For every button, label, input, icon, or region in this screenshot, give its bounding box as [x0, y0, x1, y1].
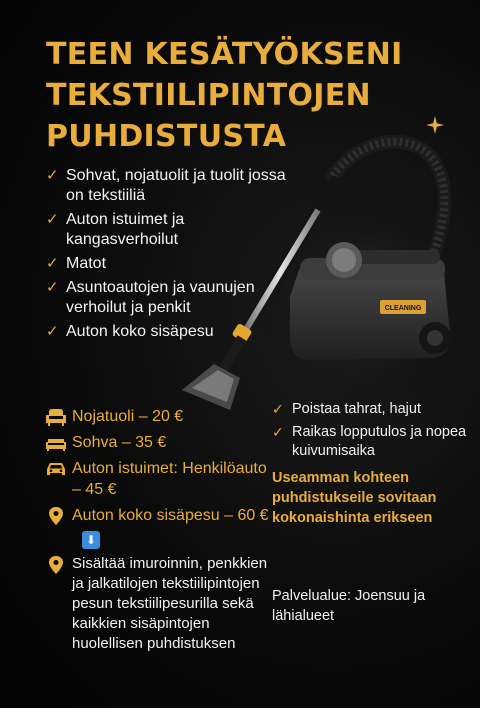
price-label: Auton koko sisäpesu – 60 €: [72, 507, 269, 524]
price-item: [46, 406, 276, 427]
list-item: [46, 278, 286, 318]
benefit-label: Raikas lopputulos ja nopea kuivumisaika: [292, 424, 467, 459]
armchair-icon: [46, 408, 66, 426]
list-item: [272, 423, 472, 461]
check-icon: ✓: [272, 424, 284, 440]
title-line: TEKSTIILIPINTOJEN: [46, 78, 371, 113]
down-arrow-emoji-icon: ⬇: [82, 531, 100, 549]
list-item: [46, 166, 286, 206]
check-icon: ✓: [46, 211, 59, 228]
check-icon: ✓: [46, 255, 59, 272]
check-icon: ✓: [272, 401, 284, 417]
sofa-icon: [46, 434, 66, 452]
service-label: Auton istuimet ja kangasverhoilut: [66, 211, 185, 248]
service-checklist: [46, 166, 286, 346]
check-icon: ✓: [46, 323, 59, 340]
combo-price-note: Useamman kohteen puhdistukseile sovitaan kokonaishinta erikseen: [272, 470, 437, 526]
list-item: [46, 210, 286, 250]
benefit-list: [272, 400, 472, 465]
service-label: Asuntoautojen ja vaunujen verhoilut ja penkit: [66, 279, 255, 316]
price-label: Auton istuimet: Henkilöauto – 45 €: [72, 460, 267, 498]
price-label: Sohva – 35 €: [72, 434, 167, 451]
price-item: [46, 505, 276, 549]
location-pin-icon: [46, 507, 66, 525]
includes-text: Sisältää imuroinnin, penkkien ja jalkatilojen tekstiilipintojen pesun tekstiilipesurilla sekä kaikkien sisäpintojen huolellisen puhdistuksen: [72, 555, 268, 652]
price-label: Nojatuoli – 20 €: [72, 408, 184, 425]
check-icon: ✓: [46, 167, 59, 184]
includes-note: [46, 554, 276, 654]
check-icon: ✓: [46, 279, 59, 296]
list-item: [272, 400, 472, 419]
service-area: Palvelualue: Joensuu ja lähialueet: [272, 588, 426, 624]
service-label: Auton koko sisäpesu: [66, 323, 214, 340]
service-label: Matot: [66, 255, 107, 272]
price-list: [46, 406, 276, 659]
title-line: PUHDISTUSTA: [46, 119, 287, 154]
device-brand-label: CLEANING: [384, 305, 422, 312]
benefit-label: Poistaa tahrat, hajut: [292, 401, 421, 417]
location-pin-icon: [46, 556, 66, 574]
list-item: [46, 254, 286, 274]
list-item: [46, 322, 286, 342]
service-label: Sohvat, nojatuolit ja tuolit jossa on tekstiiliä: [66, 167, 286, 204]
car-icon: [46, 460, 66, 478]
price-item: [46, 458, 276, 500]
price-item: [46, 432, 276, 453]
title-line: TEEN KESÄTYÖKSENI: [46, 37, 403, 72]
